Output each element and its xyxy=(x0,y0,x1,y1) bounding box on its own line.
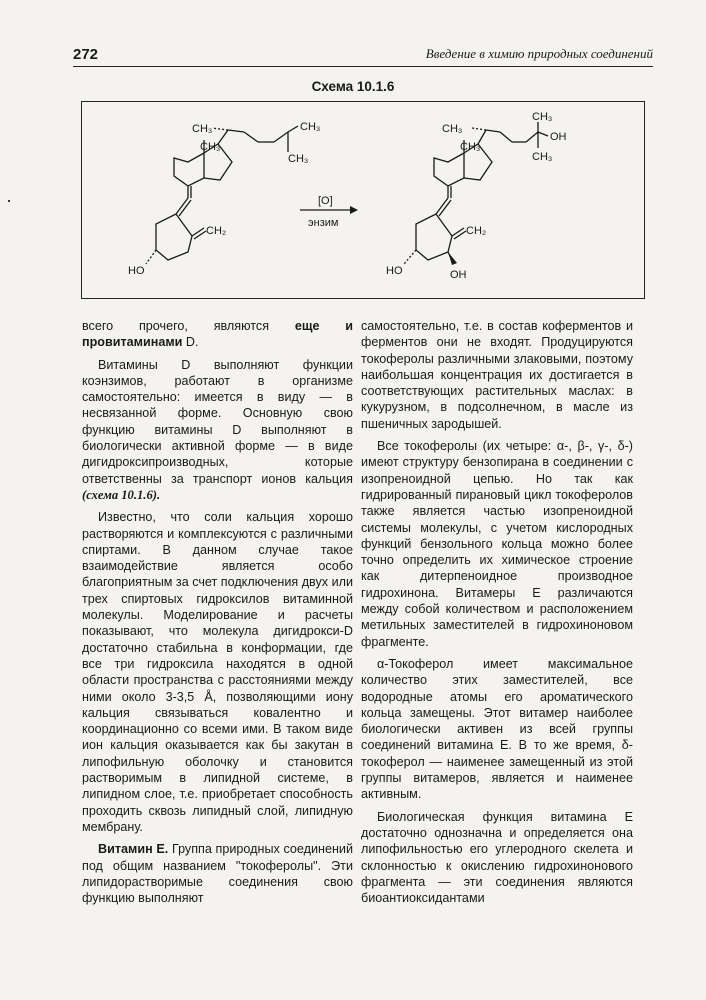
left-ho: HO xyxy=(128,265,145,277)
arrow-bottom-label: энзим xyxy=(308,217,339,229)
left-paragraph-3: Известно, что соли кальция хорошо растворяются и комплексуются с различными спиртами. В данном случае такое взаимодействие является особо благоприятным за счет подключения двух или трех спиртовых гидроксилов витаминной молекулы. Моделирование и расчеты показывают, что молекула дигидрокси-D достаточно стабильна в конформации, где все три гидроксила находятся в одной области пространства с расстояниями между ними около 3-3,5 Å, позволяющими иону кальция связываться ковалентно и координационно со всеми ими. В таком виде ион кальция оказывается как бы закутан в липофильную оболочку и становится растворимым в липидной системе, в липидном слое, т.е. приобретает способность проходить сквозь липидный слой, липидную мембрану. xyxy=(82,510,353,834)
arrow-top-label: [O] xyxy=(318,195,333,207)
right-paragraph-3: α-Токоферол имеет максимальное количество этих заместителей, все водородные атомы его ароматического кольца замещены. Этот витамер наиболее биологически активен из всей группы соединений витамина Е. В то же время, δ-токоферол — наименее замещенный из этой группы витамеров, является и наименее активным. xyxy=(361,656,633,802)
vitamin-e-heading: Витамин Е. xyxy=(98,842,169,857)
right-column xyxy=(361,318,633,912)
page-header xyxy=(73,44,653,68)
right-ch3-chain: CH₃ xyxy=(442,123,463,135)
left-ch3-b: CH₃ xyxy=(288,153,309,165)
scheme-box xyxy=(81,101,645,299)
right-paragraph-2: Все токоферолы (их четыре: α-, β-, γ-, δ-) имеют структуру бензопирана в соединении с изопреноидной цепью. Но так как гидрированный пирановый цикл токоферолов также является частью изопреноидной системы молекулы, с учетом кислородных функций бензольного кольца можно более точно определить их химическое строение как дитерпеноидное производное гидрохинона. Витамеры Е различаются между собой количеством и расположением метильных заместителей в гидрохиноновом фрагменте. xyxy=(361,439,633,649)
left-paragraph-2: Витамины D выполняют функции коэнзимов, работают в организме самостоятельно: имеется в виду — в несвязанной форме. Основную свою функцию витамины D выполняют в биологически активной форме — в виде дигидроксипроизводных, которые ответственны за транспорт ионов кальция (схема 10.1.6). xyxy=(82,357,353,502)
left-paragraph-1: всего прочего, являются еще и провитаминами D. xyxy=(82,319,354,350)
reaction-scheme xyxy=(82,102,644,298)
right-oh-ring: OH xyxy=(450,269,467,281)
left-ch3-chain: CH₃ xyxy=(192,123,213,135)
right-ch3-b: CH₃ xyxy=(532,151,553,163)
reaction-arrow-head xyxy=(350,206,358,214)
header-rule xyxy=(73,66,653,67)
right-paragraph-1: самостоятельно, т.е. в состав коферментов и ферментов они не входят. Продуцируются токоферолы различными злаковыми, поэтому наибольшая концентрация их достигается в соответствующих растительных маслах: в кукурузном, в подсолнечном, в масле из пшеничных зародышей. xyxy=(361,319,633,431)
scheme-title: Схема 10.1.6 xyxy=(311,79,395,94)
left-paragraph-4: Витамин Е. Группа природных соединений под общим названием "токоферолы". Эти липидорастворимые соединения свою функцию выполняют xyxy=(82,842,354,906)
left-column xyxy=(82,318,353,912)
left-molecule xyxy=(146,126,298,264)
scheme-reference: (схема 10.1.6). xyxy=(82,487,161,502)
right-ch3-a: CH₃ xyxy=(532,111,553,123)
running-title: Введение в химию природных соединений xyxy=(425,46,653,61)
left-ch3-ring: CH₃ xyxy=(200,141,221,153)
scan-speck xyxy=(8,200,10,202)
right-ch3-ring: CH₃ xyxy=(460,141,481,153)
right-ho: HO xyxy=(386,265,403,277)
right-paragraph-4: Биологическая функция витамина Е достаточно однозначна и определяется она липофильностью его углеродного скелета и склонностью к окислению гидрохинонового фрагмента — эти соединения являются биоантиоксидантами xyxy=(361,809,633,906)
right-ch2: CH₂ xyxy=(466,225,487,237)
left-ch2: CH₂ xyxy=(206,225,227,237)
right-wedge-bond xyxy=(448,252,457,265)
page-number: 272 xyxy=(73,46,99,63)
right-oh-chain: OH xyxy=(550,131,567,143)
left-ch3-a: CH₃ xyxy=(300,121,321,133)
